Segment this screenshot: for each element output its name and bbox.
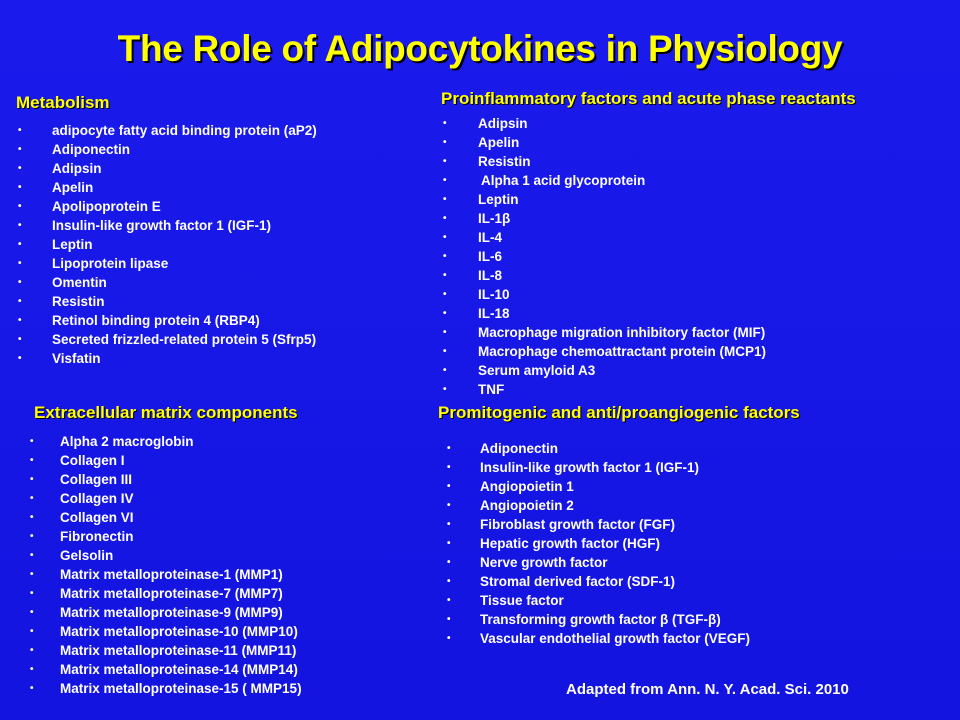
list-item bbox=[441, 342, 956, 361]
list-item bbox=[30, 508, 434, 527]
bullet-icon: • bbox=[447, 595, 451, 606]
list-item bbox=[16, 178, 436, 197]
list-item bbox=[438, 534, 938, 553]
bullet-icon: • bbox=[18, 163, 22, 174]
bullet-icon: • bbox=[18, 334, 22, 345]
list-item-label: Matrix metalloproteinase-15 ( MMP15) bbox=[60, 681, 302, 696]
list-item-label: Matrix metalloproteinase-10 (MMP10) bbox=[60, 624, 298, 639]
list-item bbox=[30, 432, 434, 451]
list-item-label: IL-1β bbox=[478, 211, 511, 226]
list-item-label: Alpha 1 acid glycoprotein bbox=[481, 173, 646, 188]
list-item bbox=[438, 458, 938, 477]
bullet-icon: • bbox=[30, 664, 34, 675]
bullet-icon: • bbox=[30, 550, 34, 561]
list-item-label: Secreted frizzled-related protein 5 (Sfrp5) bbox=[52, 332, 317, 347]
list-item bbox=[30, 489, 434, 508]
bullet-icon: • bbox=[447, 538, 451, 549]
list-item bbox=[30, 565, 434, 584]
bullet-icon: • bbox=[30, 569, 34, 580]
list-item-label: adipocyte fatty acid binding protein (aP2) bbox=[52, 123, 317, 138]
bullet-icon: • bbox=[443, 289, 447, 300]
list-item-label: TNF bbox=[478, 382, 505, 397]
section-metabolism bbox=[16, 93, 436, 368]
list-item-label: Resistin bbox=[478, 154, 531, 169]
section-heading-proinflammatory: Proinflammatory factors and acute phase reactants bbox=[441, 89, 856, 108]
list-item bbox=[30, 603, 434, 622]
bullet-icon: • bbox=[18, 201, 22, 212]
bullet-icon: • bbox=[447, 614, 451, 625]
list-item bbox=[441, 152, 956, 171]
list-item bbox=[438, 439, 938, 458]
bullet-icon: • bbox=[18, 315, 22, 326]
section-heading-promitogenic: Promitogenic and anti/proangiogenic factors bbox=[438, 403, 800, 422]
list-item bbox=[16, 349, 436, 368]
bullet-icon: • bbox=[18, 182, 22, 193]
list-item-label: Collagen VI bbox=[60, 510, 134, 525]
list-item-label: Fibronectin bbox=[60, 529, 134, 544]
list-item bbox=[438, 629, 938, 648]
bullet-icon: • bbox=[443, 308, 447, 319]
list-item bbox=[438, 515, 938, 534]
list-item-label: Matrix metalloproteinase-14 (MMP14) bbox=[60, 662, 298, 677]
list-item-label: Matrix metalloproteinase-9 (MMP9) bbox=[60, 605, 283, 620]
list-item bbox=[438, 610, 938, 629]
bullet-icon: • bbox=[443, 346, 447, 357]
list-item bbox=[441, 361, 956, 380]
list-item bbox=[438, 572, 938, 591]
list-item bbox=[438, 553, 938, 572]
bullet-icon: • bbox=[30, 436, 34, 447]
bullet-icon: • bbox=[443, 365, 447, 376]
list-item bbox=[30, 451, 434, 470]
list-item-label: Transforming growth factor β (TGF-β) bbox=[480, 612, 721, 627]
list-item-label: Stromal derived factor (SDF-1) bbox=[480, 574, 676, 589]
slide-title: The Role of Adipocytokines in Physiology bbox=[117, 28, 843, 69]
bullet-icon: • bbox=[18, 258, 22, 269]
list-item-label: IL-18 bbox=[478, 306, 510, 321]
bullet-icon: • bbox=[447, 576, 451, 587]
bullet-icon: • bbox=[30, 626, 34, 637]
list-item-label: Tissue factor bbox=[480, 593, 564, 608]
list-item-label: Retinol binding protein 4 (RBP4) bbox=[52, 313, 260, 328]
list-item bbox=[16, 292, 436, 311]
list-item bbox=[16, 254, 436, 273]
list-item bbox=[441, 228, 956, 247]
bullet-icon: • bbox=[30, 455, 34, 466]
list-item bbox=[16, 311, 436, 330]
list-item bbox=[16, 121, 436, 140]
list-item bbox=[441, 323, 956, 342]
list-item bbox=[16, 140, 436, 159]
bullet-icon: • bbox=[18, 353, 22, 364]
list-item-label: Adiponectin bbox=[480, 441, 558, 456]
bullet-icon: • bbox=[443, 251, 447, 262]
section-promitogenic bbox=[438, 403, 938, 648]
item-list-metabolism bbox=[16, 121, 436, 368]
list-item-label: Matrix metalloproteinase-1 (MMP1) bbox=[60, 567, 283, 582]
list-item-label: Serum amyloid A3 bbox=[478, 363, 596, 378]
bullet-icon: • bbox=[30, 474, 34, 485]
bullet-icon: • bbox=[18, 220, 22, 231]
bullet-icon: • bbox=[30, 645, 34, 656]
bullet-icon: • bbox=[30, 512, 34, 523]
list-item bbox=[30, 660, 434, 679]
list-item bbox=[30, 679, 434, 698]
list-item-label: Insulin-like growth factor 1 (IGF-1) bbox=[52, 218, 272, 233]
list-item-label: Adiponectin bbox=[52, 142, 130, 157]
list-item-label: Angiopoietin 2 bbox=[480, 498, 574, 513]
list-item bbox=[438, 477, 938, 496]
list-item-label: Collagen III bbox=[60, 472, 133, 487]
list-item-label: Matrix metalloproteinase-11 (MMP11) bbox=[60, 643, 297, 658]
bullet-icon: • bbox=[443, 384, 447, 395]
list-item bbox=[16, 235, 436, 254]
list-item bbox=[30, 470, 434, 489]
list-item-label: Gelsolin bbox=[60, 548, 114, 563]
bullet-icon: • bbox=[30, 683, 34, 694]
list-item bbox=[30, 546, 434, 565]
section-proinflammatory bbox=[441, 89, 956, 399]
list-item-label: Omentin bbox=[52, 275, 107, 290]
list-item bbox=[441, 380, 956, 399]
list-item bbox=[30, 622, 434, 641]
list-item bbox=[441, 114, 956, 133]
list-item-label: IL-8 bbox=[478, 268, 503, 283]
list-item bbox=[441, 190, 956, 209]
bullet-icon: • bbox=[443, 156, 447, 167]
list-item bbox=[16, 273, 436, 292]
list-item bbox=[30, 584, 434, 603]
list-item-label: Resistin bbox=[52, 294, 105, 309]
bullet-icon: • bbox=[30, 588, 34, 599]
list-item-label: Visfatin bbox=[52, 351, 101, 366]
list-item-label: Adipsin bbox=[478, 116, 528, 131]
list-item bbox=[16, 159, 436, 178]
list-item-label: Leptin bbox=[478, 192, 519, 207]
list-item-label: Matrix metalloproteinase-7 (MMP7) bbox=[60, 586, 283, 601]
bullet-icon: • bbox=[18, 239, 22, 250]
list-item-label: Nerve growth factor bbox=[480, 555, 608, 570]
bullet-icon: • bbox=[443, 232, 447, 243]
bullet-icon: • bbox=[443, 118, 447, 129]
list-item-label: Angiopoietin 1 bbox=[480, 479, 574, 494]
list-item-label: Hepatic growth factor (HGF) bbox=[480, 536, 661, 551]
list-item bbox=[438, 496, 938, 515]
list-item bbox=[16, 330, 436, 349]
section-heading-extracellular: Extracellular matrix components bbox=[34, 403, 298, 422]
list-item-label: Vascular endothelial growth factor (VEGF) bbox=[480, 631, 751, 646]
list-item bbox=[441, 266, 956, 285]
list-item bbox=[30, 527, 434, 546]
bullet-icon: • bbox=[443, 213, 447, 224]
bullet-icon: • bbox=[443, 137, 447, 148]
list-item-label: IL-4 bbox=[478, 230, 503, 245]
list-item bbox=[441, 247, 956, 266]
bullet-icon: • bbox=[30, 531, 34, 542]
list-item-label: Apelin bbox=[478, 135, 520, 150]
list-item bbox=[441, 304, 956, 323]
list-item-label: Insulin-like growth factor 1 (IGF-1) bbox=[480, 460, 700, 475]
bullet-icon: • bbox=[447, 633, 451, 644]
list-item-label: Alpha 2 macroglobin bbox=[60, 434, 194, 449]
section-extracellular bbox=[30, 403, 434, 698]
list-item-label: Macrophage chemoattractant protein (MCP1) bbox=[478, 344, 767, 359]
list-item-label: Apolipoprotein E bbox=[52, 199, 161, 214]
list-item bbox=[441, 285, 956, 304]
list-item-label: Collagen IV bbox=[60, 491, 134, 506]
bullet-icon: • bbox=[18, 125, 22, 136]
list-item-label: Fibroblast growth factor (FGF) bbox=[480, 517, 675, 532]
list-item bbox=[441, 171, 956, 190]
bullet-icon: • bbox=[18, 144, 22, 155]
bullet-icon: • bbox=[447, 500, 451, 511]
list-item bbox=[441, 209, 956, 228]
list-item-label: Adipsin bbox=[52, 161, 102, 176]
bullet-icon: • bbox=[18, 277, 22, 288]
bullet-icon: • bbox=[18, 296, 22, 307]
bullet-icon: • bbox=[447, 519, 451, 530]
list-item bbox=[30, 641, 434, 660]
list-item bbox=[16, 197, 436, 216]
bullet-icon: • bbox=[447, 481, 451, 492]
bullet-icon: • bbox=[30, 493, 34, 504]
bullet-icon: • bbox=[30, 607, 34, 618]
list-item-label: IL-10 bbox=[478, 287, 510, 302]
list-item-label: Leptin bbox=[52, 237, 93, 252]
list-item-label: Apelin bbox=[52, 180, 94, 195]
item-list-extracellular bbox=[30, 432, 434, 698]
bullet-icon: • bbox=[443, 270, 447, 281]
list-item bbox=[441, 133, 956, 152]
bullet-icon: • bbox=[447, 462, 451, 473]
list-item-label: Lipoprotein lipase bbox=[52, 256, 169, 271]
list-item-label: Collagen I bbox=[60, 453, 125, 468]
bullet-icon: • bbox=[447, 443, 451, 454]
list-item bbox=[16, 216, 436, 235]
list-item-label: IL-6 bbox=[478, 249, 503, 264]
bullet-icon: • bbox=[443, 194, 447, 205]
bullet-icon: • bbox=[443, 175, 447, 186]
section-heading-metabolism: Metabolism bbox=[16, 93, 110, 112]
list-item bbox=[438, 591, 938, 610]
list-item-label: Macrophage migration inhibitory factor (MIF) bbox=[478, 325, 766, 340]
bullet-icon: • bbox=[447, 557, 451, 568]
item-list-proinflammatory bbox=[441, 114, 956, 399]
bullet-icon: • bbox=[443, 327, 447, 338]
source-citation: Adapted from Ann. N. Y. Acad. Sci. 2010 bbox=[566, 681, 849, 698]
item-list-promitogenic bbox=[438, 439, 938, 648]
